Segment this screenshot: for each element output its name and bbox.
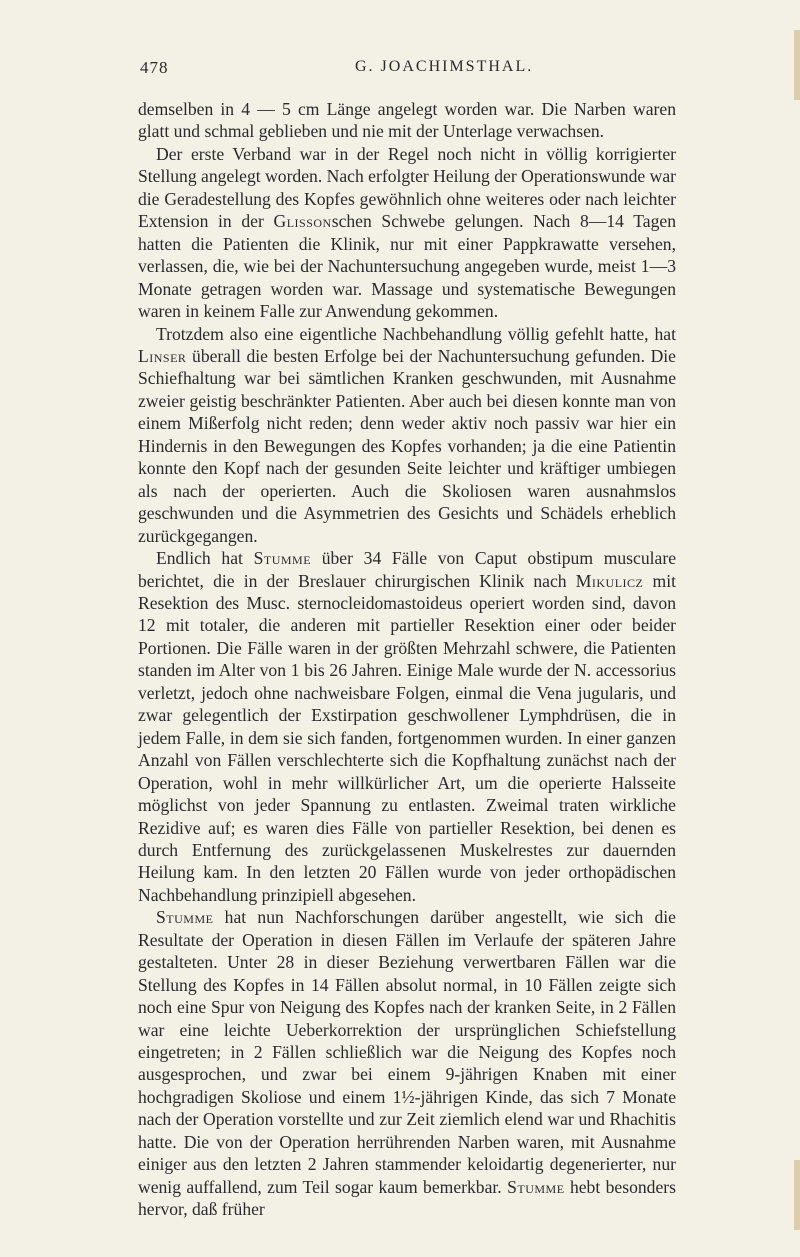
paragraph: Der erste Verband war in der Regel noch nicht in völlig korrigierter Stellung angelegt worden. Nach erfolgter Heilung der Operationswunde war die Geradestellung des Kopfes gewöhnlich ohne weiteres oder nach leichter Extension in der Glissonschen Schwebe gelungen. Nach 8—14 Tagen hatten die Patienten die Klinik, nur mit einer Pappkrawatte versehen, verlassen, die, wie bei der Nachuntersuchung angegeben wurde, meist 1—3 Monate getragen worden war. Massage und systematische Bewegungen waren in keinem Falle zur Anwendung gekommen. <box>138 143 676 322</box>
author-name: Stumme <box>253 548 312 569</box>
author-name: Stumme <box>156 907 214 928</box>
author-name: Linser <box>138 345 187 366</box>
author-name: Stumme <box>507 1176 565 1197</box>
author-name: Mikulicz <box>575 570 644 591</box>
paragraph: Trotzdem also eine eigentliche Nachbehandlung völlig gefehlt hatte, hat Linser überall die besten Erfolge bei der Nachuntersuchung gefunden. Die Schiefhaltung war bei sämtlichen Kranken geschwunden, mit Ausnahme zweier geistig beschränkter Patienten. Aber auch bei diesen konnte man von einem Mißerfolg nicht reden; denn weder aktiv noch passiv war hier ein Hindernis in den Bewegungen des Kopfes vorhanden; ja die eine Patientin konnte den Kopf nach der gesunden Seite leichter und kräftiger umbiegen als nach der operierten. Auch die Skoliosen waren ausnahmslos geschwunden und die Asymmetrien des Gesichts und Schädels erheblich zurückgegangen. <box>138 323 676 546</box>
body-text <box>138 98 676 1221</box>
page-edge-stain <box>794 1160 800 1230</box>
paragraph: demselben in 4 — 5 cm Länge angelegt worden war. Die Narben waren glatt und schmal geblieben und nie mit der Unterlage verwachsen. <box>138 99 676 142</box>
page-number: 478 <box>140 58 169 77</box>
author-name: Glisson <box>273 211 332 232</box>
running-head: G. JOACHIMSTHAL. <box>355 58 534 75</box>
page-header <box>0 58 800 86</box>
paragraph: Stumme hat nun Nachforschungen darüber angestellt, wie sich die Resultate der Operation in diesen Fällen im Verlaufe der späteren Jahre gestalteten. Unter 28 in dieser Beziehung verwertbaren Fällen war die Stellung des Kopfes in 14 Fällen absolut normal, in 10 Fällen zeigte sich noch eine Spur von Neigung des Kopfes nach der kranken Seite, in 2 Fällen war eine leichte Ueberkorrektion der ursprünglichen Schiefstellung eingetreten; in 2 Fällen schließlich war die Neigung des Kopfes noch ausgesprochen, und zwar bei einem 9-jährigen Knaben mit einer hochgradigen Skoliose und einem 1½-jährigen Kinde, das sich 7 Monate nach der Operation vorstellte und zur Zeit ziemlich elend war und Rhachitis hatte. Die von der Operation herrührenden Narben waren, mit Ausnahme einiger aus den letzten 2 Jahren stammender keloidartig degenerierter, nur wenig auffallend, zum Teil sogar kaum bemerkbar. Stumme hebt besonders hervor, daß früher <box>138 907 676 1220</box>
paragraph: Endlich hat Stumme über 34 Fälle von Caput obstipum musculare berichtet, die in der Breslauer chirurgischen Klinik nach Mikulicz mit Resektion des Musc. sternocleidomastoideus operiert worden sind, davon 12 mit totaler, die anderen mit partieller Resektion einer oder beider Portionen. Die Fälle waren in der größten Mehrzahl schwere, die Patienten standen im Alter von 1 bis 26 Jahren. Einige Male wurde der N. accessorius verletzt, jedoch ohne nachweisbare Folgen, einmal die Vena jugularis, und zwar gelegentlich der Exstirpation geschwollener Lymphdrüsen, die in jedem Falle, in dem sie sich fanden, fortgenommen wurden. In einer ganzen Anzahl von Fällen verschlechterte sich die Kopfhaltung zunächst nach der Operation, wohl in mehr willkürlicher Art, um die operierte Halsseite möglichst von jeder Spannung zu entlasten. Zweimal traten wirkliche Rezidive auf; es waren dies Fälle von partieller Resektion, bei denen es durch Entfernung des zurückgelassenen Muskelrestes zur dauernden Heilung kam. In den letzten 20 Fällen wurde von jeder orthopädischen Nachbehandlung prinzipiell abgesehen. <box>138 548 676 905</box>
